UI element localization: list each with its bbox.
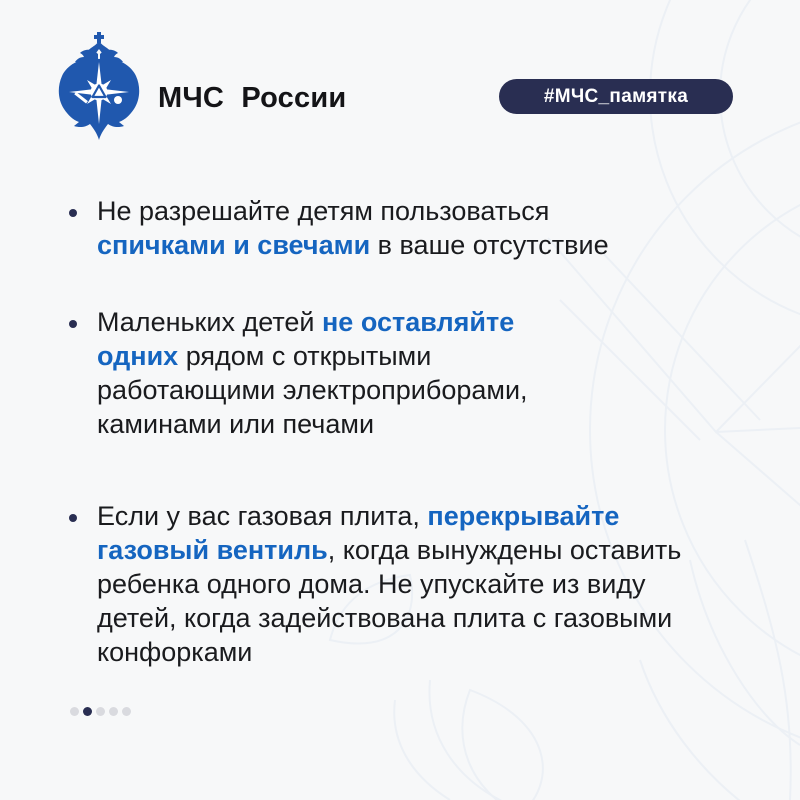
bullet-text-line	[97, 567, 681, 601]
bullet-text	[97, 499, 681, 669]
pagination-dot[interactable]	[70, 707, 79, 716]
bullet-text-line	[97, 499, 681, 533]
text-segment: ребенка одного дома. Не упускайте из виду	[97, 569, 646, 599]
bullet-text-line	[97, 373, 528, 407]
pagination-dot[interactable]	[109, 707, 118, 716]
text-segment: конфорками	[97, 637, 253, 667]
text-segment: детей, когда задействована плита с газовыми	[97, 603, 673, 633]
highlighted-phrase: спичками и свечами	[97, 230, 371, 260]
bullet-dot-icon	[69, 209, 77, 217]
bullet-text-line	[97, 305, 528, 339]
text-segment: , когда вынуждены оставить	[327, 535, 682, 565]
text-segment: работающими электроприборами,	[97, 375, 528, 405]
text-segment: Маленьких детей	[97, 307, 322, 337]
bullet-text-line	[97, 228, 609, 262]
bullet-item	[68, 194, 738, 262]
text-segment: каминами или печами	[97, 409, 375, 439]
bullet-text-line	[97, 194, 609, 228]
pagination-dot[interactable]	[122, 707, 131, 716]
highlighted-phrase: одних	[97, 341, 179, 371]
bullet-text	[97, 305, 528, 441]
bullet-item	[68, 305, 738, 441]
bullet-text-line	[97, 635, 681, 669]
highlighted-phrase: газовый вентиль	[97, 535, 328, 565]
bullet-text-line	[97, 601, 681, 635]
bullet-dot-icon	[69, 514, 77, 522]
text-segment: Если у вас газовая плита,	[97, 501, 428, 531]
highlighted-phrase: не оставляйте	[322, 307, 515, 337]
text-segment: рядом с открытыми	[178, 341, 432, 371]
brand-title: МЧС России	[158, 82, 347, 114]
pagination-dot-active[interactable]	[83, 707, 92, 716]
pagination-dot[interactable]	[96, 707, 105, 716]
hashtag-badge[interactable]: #МЧС_памятка	[499, 79, 733, 114]
bullet-item	[68, 499, 738, 669]
text-segment: Не разрешайте детям пользоваться	[97, 196, 550, 226]
bullet-text-line	[97, 533, 681, 567]
mchs-eagle-logo-icon	[54, 32, 144, 142]
bullet-text-line	[97, 407, 528, 441]
bullet-dot-icon	[69, 320, 77, 328]
highlighted-phrase: перекрывайте	[427, 501, 620, 531]
text-segment: в ваше отсутствие	[370, 230, 609, 260]
bullet-text-line	[97, 339, 528, 373]
pagination-dots	[70, 707, 131, 716]
bullet-text	[97, 194, 609, 262]
bullet-list	[68, 194, 738, 669]
